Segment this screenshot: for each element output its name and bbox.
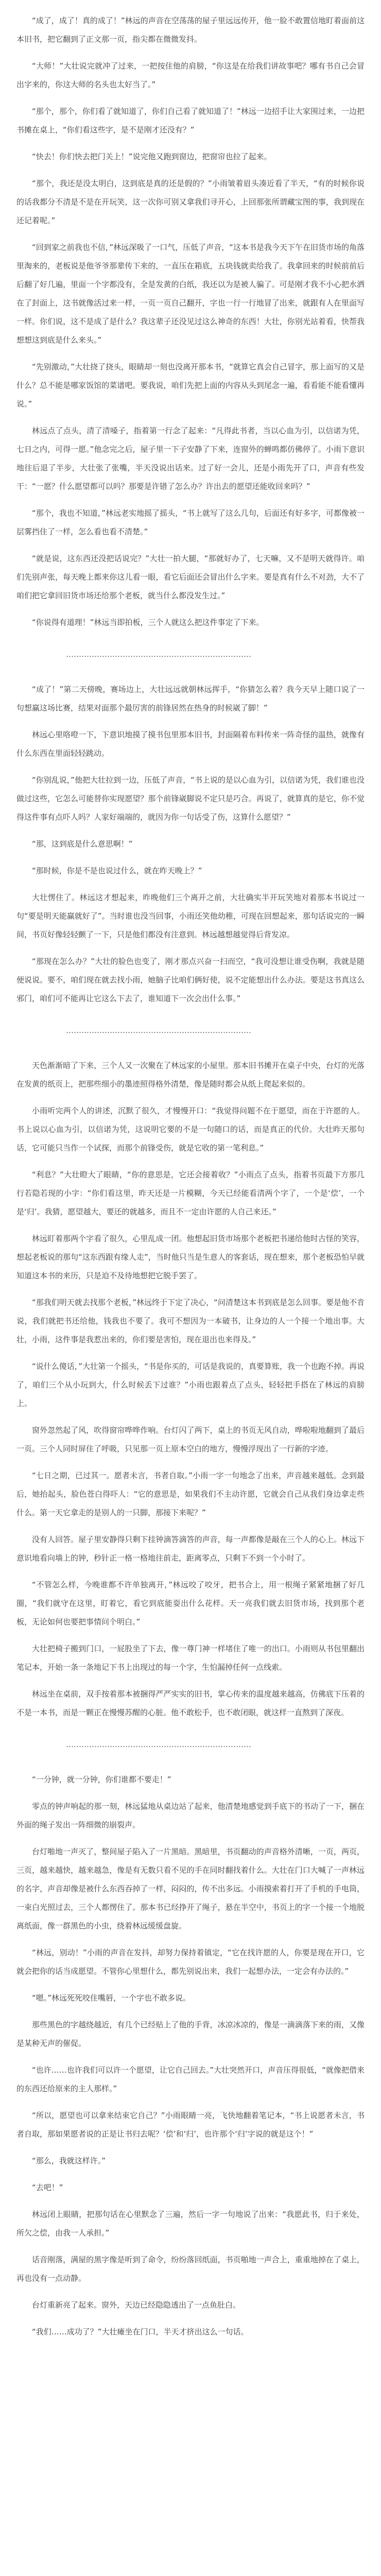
story-paragraph: 台灯重新亮了起来。窗外，天边已经隐隐透出了一点鱼肚白。 (32, 2300, 241, 2310)
story-paragraph: “那个，我还是没太明白，这到底是真的还是假的？”小雨皱着眉头凑近看了半天，“有的时候你说的话我都分不清是不是在开玩笑，这一次你可别又拿我们寻开心，上回那张所谓藏宝图的事，我到现在还记着呢。” (16, 179, 365, 225)
story-paragraph: 那些黑色的字越绕越近，有几个已经贴上了他的手背，冰凉冰凉的，像是一滴滴落下来的雨，又像是某种无声的催促。 (16, 2020, 365, 2048)
story-paragraph: “大师！”大壮说完就冲了过来，一把按住他的肩膀，“你这是在给我们讲故事吧？哪有书自己会冒出字来的，你这大师的名头也太好当了。” (16, 61, 365, 89)
story-paragraph: 小雨听完两个人的讲述，沉默了很久，才慢慢开口：“我觉得问题不在于愿望，而在于许愿的人。书上说以心血为引，以信诺为凭，这说明它要的不是一句随口的话，而是真正的代价。大壮昨天那句话，它可能只当作一个试探，而那个前锋受伤，就是它收的第一笔利息。” (16, 1106, 365, 1153)
story-paragraph: 林远点了点头，清了清嗓子，指着第一行念了起来：“凡得此书者，当以心血为引，以信诺为凭，七日之内，可得一愿。”他念完之后，屋子里一下子安静了下来，连窗外的蝉鸣都仿佛停了。小雨下意识地往后退了半步，大壮张了张嘴，半天没说出话来。过了好一会儿，还是小雨先开了口，声音有些发干：“一愿？什么愿望都可以吗？那要是许错了怎么办？许出去的愿望还能收回来吗？” (16, 426, 365, 491)
story-paragraph: “说什么傻话，”大壮第一个摇头，“书是你买的，可话是我说的，真要算账，我一个也跑不掉。再说了，咱们三个从小玩到大，什么时候丢下过谁？”小雨也跟着点了点头，轻轻把手搭在了林远的肩膀上。 (16, 1362, 365, 1408)
story-paragraph: 林远闭上眼睛，把那句话在心里默念了三遍，然后一字一句地说了出来：“我愿此书，归于来处，所欠之偿，由我一人承担。” (16, 2210, 365, 2238)
story-paragraph: “成了，成了！真的成了！”林远的声音在空荡荡的屋子里远远传开，他一脸不敢置信地盯着面前这本旧书，把它翻到了正文那一页，指尖都在微微发抖。 (16, 16, 365, 44)
story-paragraph: 没有人回答。屋子里安静得只剩下挂钟滴答滴答的声音，每一声都像是敲在三个人的心上。林远下意识地看向墙上的钟，秒针正一格一格地往前走，距离零点，只剩下不到一个小时了。 (16, 1535, 365, 1563)
story-paragraph: 台灯啪地一声灭了，整间屋子陷入了一片黑暗。黑暗里，书页翻动的声音格外清晰，一页，两页，三页，越来越快，越来越急，像是有无数只看不见的手在同时翻找着什么。大壮在门口大喊了一声林远的名字，声音却像是被什么东西吞掉了一样，闷闷的，传不出多远。小雨摸索着打开了手机的手电筒，一束白光照过去，三个人都愣住了。那本书已经挣开了绳子，悬在半空中，书页上的字一个接一个地脱离纸面，像一群黑色的小虫，绕着林远缓缓盘旋。 (16, 1847, 365, 1930)
story-paragraph: “成了！”第二天傍晚，赛场边上，大壮远远就朝林远挥手，“你猜怎么着？我今天早上随口说了一句想赢这场比赛，结果对面那个最厉害的前锋居然在热身的时候崴了脚！” (16, 685, 365, 713)
story-paragraph: 话音刚落，满屋的黑字像是听到了命令，纷纷落回纸面，书页啪地一声合上，重重地掉在了桌上，再也没有一点动静。 (16, 2255, 365, 2283)
scene-separator: ……………………………………………………………… (66, 650, 251, 659)
story-paragraph: “所以，愿望也可以拿来结束它自己？”小雨眼睛一亮，飞快地翻着笔记本，“书上说愿者未言，书者自取，那如果愿者说的正是让书归去呢？‘偿’和‘归’，也许那个‘归’字说的就是这个！” (16, 2111, 365, 2139)
story-paragraph: “你说得有道理！”林远当即拍板，三个人就这么把这件事定了下来。 (32, 618, 264, 627)
story-paragraph: “就是说，这东西还没把话说完？”大壮一拍大腿，“那就好办了，七天嘛，又不是明天就得许。咱们先别声张，每天晚上都来你这儿看一眼，看它后面还会冒出什么字来。要是真有什么不对劲，大不了咱们把它拿回旧货市场还给那个老板，就当什么都没发生过。” (16, 554, 365, 600)
story-paragraph: “不管怎么样，今晚谁都不许单独离开，”林远咬了咬牙，把书合上，用一根绳子紧紧地捆了好几圈，“我们就守在这里，盯着它，看它到底能耍出什么花样。天一亮我们就去旧货市场，找到那个老板，无论如何也要把事情问个明白。” (16, 1580, 365, 1626)
story-paragraph: “先别激动，”大壮挠了挠头，眼睛却一刻也没离开那本书，“就算它真会自己冒字，那上面写的又是什么？总不能是哪家饭馆的菜谱吧。要我说，咱们先把上面的内容从头到尾念一遍，看看能不能看懂再说。” (16, 362, 365, 409)
story-paragraph: “那，这到底是什么意思啊！” (32, 839, 133, 849)
story-paragraph: “那个，我也不知道，”林远老实地摇了摇头，“书上就写了这么几句，后面还有好多字，可都像被一层雾挡住了一样，怎么看也看不清楚。” (16, 509, 365, 536)
story-paragraph: 天色渐渐暗了下来，三个人又一次聚在了林远家的小屋里。那本旧书摊开在桌子中央，台灯的光落在发黄的纸页上，把那些细小的墨迹照得格外清楚，像是随时都会从纸上爬起来似的。 (16, 1061, 365, 1089)
story-paragraph: “去吧！” (32, 2183, 63, 2192)
scene-separator: ……………………………………………………………… (66, 1740, 251, 1749)
story-paragraph: “回到家之前我也不信，”林远深吸了一口气，压低了声音，“这本书是我今天下午在旧货市场的角落里淘来的，老板说是他爷爷那辈传下来的，一直压在箱底，五块钱就卖给我了。我拿回来的时候前前后后翻了好几遍，里面一个字都没有，全是发黄的白纸，我还以为是被人骗了。可是刚才我不小心把水洒在了封面上，这书就像活过来一样，一页一页自己翻开，字也一行一行地冒了出来，就跟有人在里面写一样。你们说，这不是成了是什么？我这辈子还没见过这么神奇的东西！大壮，你别光站着看，快帮我想想这到底是什么来头。” (16, 243, 365, 345)
scene-separator: ……………………………………………………………… (66, 1026, 251, 1035)
story-paragraph: 大壮愣住了。林远这才想起来，昨晚他们三个离开之前，大壮确实半开玩笑地对着那本书说过一句“要是明天能赢就好了”。当时谁也没当回事，小雨还笑他幼稚，可现在回想起来，那句话说完的一瞬间，书页好像轻轻颤了一下，只是他们都没有注意到。林远越想越觉得后背发凉。 (16, 893, 365, 939)
story-paragraph: 林远心里咯噔一下，下意识地摸了摸书包里那本旧书，封面隔着布料传来一阵奇怪的温热，就像有什么东西在里面轻轻跳动。 (16, 730, 365, 758)
story-paragraph: 窗外忽然起了风，吹得窗帘哗哗作响。台灯闪了两下，桌上的书页无风自动，哗啦啦地翻到了最后一页。三个人同时屏住了呼吸，只见那一页上原本空白的地方，慢慢浮现出了一行新的字迹。 (16, 1426, 365, 1453)
story-paragraph: “你别乱说，”他把大壮拉到一边，压低了声音，“书上说的是以心血为引，以信诺为凭，我们谁也没做过这些，它怎么可能替你实现愿望？那个前锋崴脚说不定只是巧合。再说了，就算真的是它，你不觉得这件事有点吓人吗？人家好端端的，就因为你一句话受了伤，这算什么愿望？” (16, 775, 365, 822)
story-paragraph: 大壮把椅子搬到门口，一屁股坐了下去，像一尊门神一样堵住了唯一的出口。小雨则从书包里翻出笔记本，开始一条一条地记下书上出现过的每一个字，生怕漏掉任何一点线索。 (16, 1644, 365, 1672)
story-paragraph: “也许……也许我们可以许一个愿望，让它自己回去。”大壮突然开口，声音压得很低，“就像把借来的东西还给原来的主人那样。” (16, 2065, 365, 2093)
story-paragraph: “快去！你们快去把门关上！”说完他又跑到窗边，把窗帘也拉了起来。 (32, 152, 272, 161)
story-paragraph: “我们……成功了？”大壮瘫坐在门口，半天才挤出这么一句话。 (32, 2327, 249, 2336)
story-paragraph: “那么，我就这样许。” (32, 2156, 106, 2165)
story-paragraph: “那个，那个，你们看了就知道了，你们自己看了就知道了！”林远一边招手让大家围过来，一边把书摊在桌上，“你们看这些字，是不是刚才还没有？” (16, 107, 365, 134)
story-paragraph: 林远坐在桌前，双手按着那本被捆得严严实实的旧书，掌心传来的温度越来越高，仿佛底下压着的不是一本书，而是一颗正在慢慢苏醒的心脏。他不敢松手，也不敢闭眼，就这样一直熬到了深夜。 (16, 1689, 365, 1717)
story-paragraph: “一分钟，就一分钟，你们谁都不要走！” (32, 1775, 171, 1784)
story-paragraph: “那现在怎么办？”大壮的脸色也变了，刚才那点兴奋一扫而空，“我可没想让谁受伤啊，我就是随便说说。要不，咱们现在就去找小雨，她脑子比咱们俩好使，说不定能想出什么办法。要是这书真这么邪门，咱们可不能再让它这么下去了，谁知道下一次会出什么事。” (16, 957, 365, 1003)
chapter-content (16, 11, 365, 2341)
story-paragraph: “七日之期，已过其一。愿者未言，书者自取。”小雨一字一句地念了出来，声音越来越低。念到最后，她抬起头，脸色苍白得吓人：“它的意思是，如果我们不主动许愿，它就会自己从我们身边拿走些什么。第一天它拿走的是别人的一只脚，那接下来呢？” (16, 1471, 365, 1517)
story-paragraph: 零点的钟声响起的那一刻，林远猛地从桌边站了起来，他清楚地感觉到手底下的书动了一下，捆在外面的绳子发出一阵细微的崩裂声。 (16, 1802, 365, 1829)
story-paragraph: 林远盯着那两个字看了很久，心里乱成一团。他想起旧货市场那个老板把书递给他时古怪的笑容，想起老板说的那句“这东西跟有缘人走”，当时他只当是生意人的客套话，现在想来，那个老板恐怕早就知道这本书的来历，只是迫不及待地想把它脱手罢了。 (16, 1234, 365, 1280)
story-paragraph: “嗯。”林远死死咬住嘴唇，一个字也不敢多说。 (32, 1993, 191, 2003)
story-paragraph: “利息？”大壮瞪大了眼睛，“你的意思是，它还会接着收？”小雨点了点头，指着书页最下方那几行若隐若现的小字：“你们看这里，昨天还是一片模糊，今天已经能看清两个字了，一个是‘偿’，一个是‘归’。我猜，愿望越大，要还的就越多，而且不一定由许愿的人自己来还。” (16, 1170, 365, 1216)
story-paragraph: “那我们明天就去找那个老板，”林远终于下定了决心，“问清楚这本书到底是怎么回事。要是他不肯说，我们就把书还给他，钱我也不要了。我可不想因为一本破书，让身边的人一个接一个地出事。大壮，小雨，这件事是我惹出来的，你们要是害怕，现在退出也来得及。” (16, 1298, 365, 1344)
story-paragraph: “林远，别动！”小雨的声音在发抖，却努力保持着镇定，“它在找许愿的人，你要是现在开口，它就会把你的话当成愿望。不管你心里想什么，都先别说出来，我们一起想办法，一定会有办法的。” (16, 1948, 365, 1976)
story-paragraph: “那时候，你是不是也说过什么，就在昨天晚上？” (32, 866, 202, 875)
